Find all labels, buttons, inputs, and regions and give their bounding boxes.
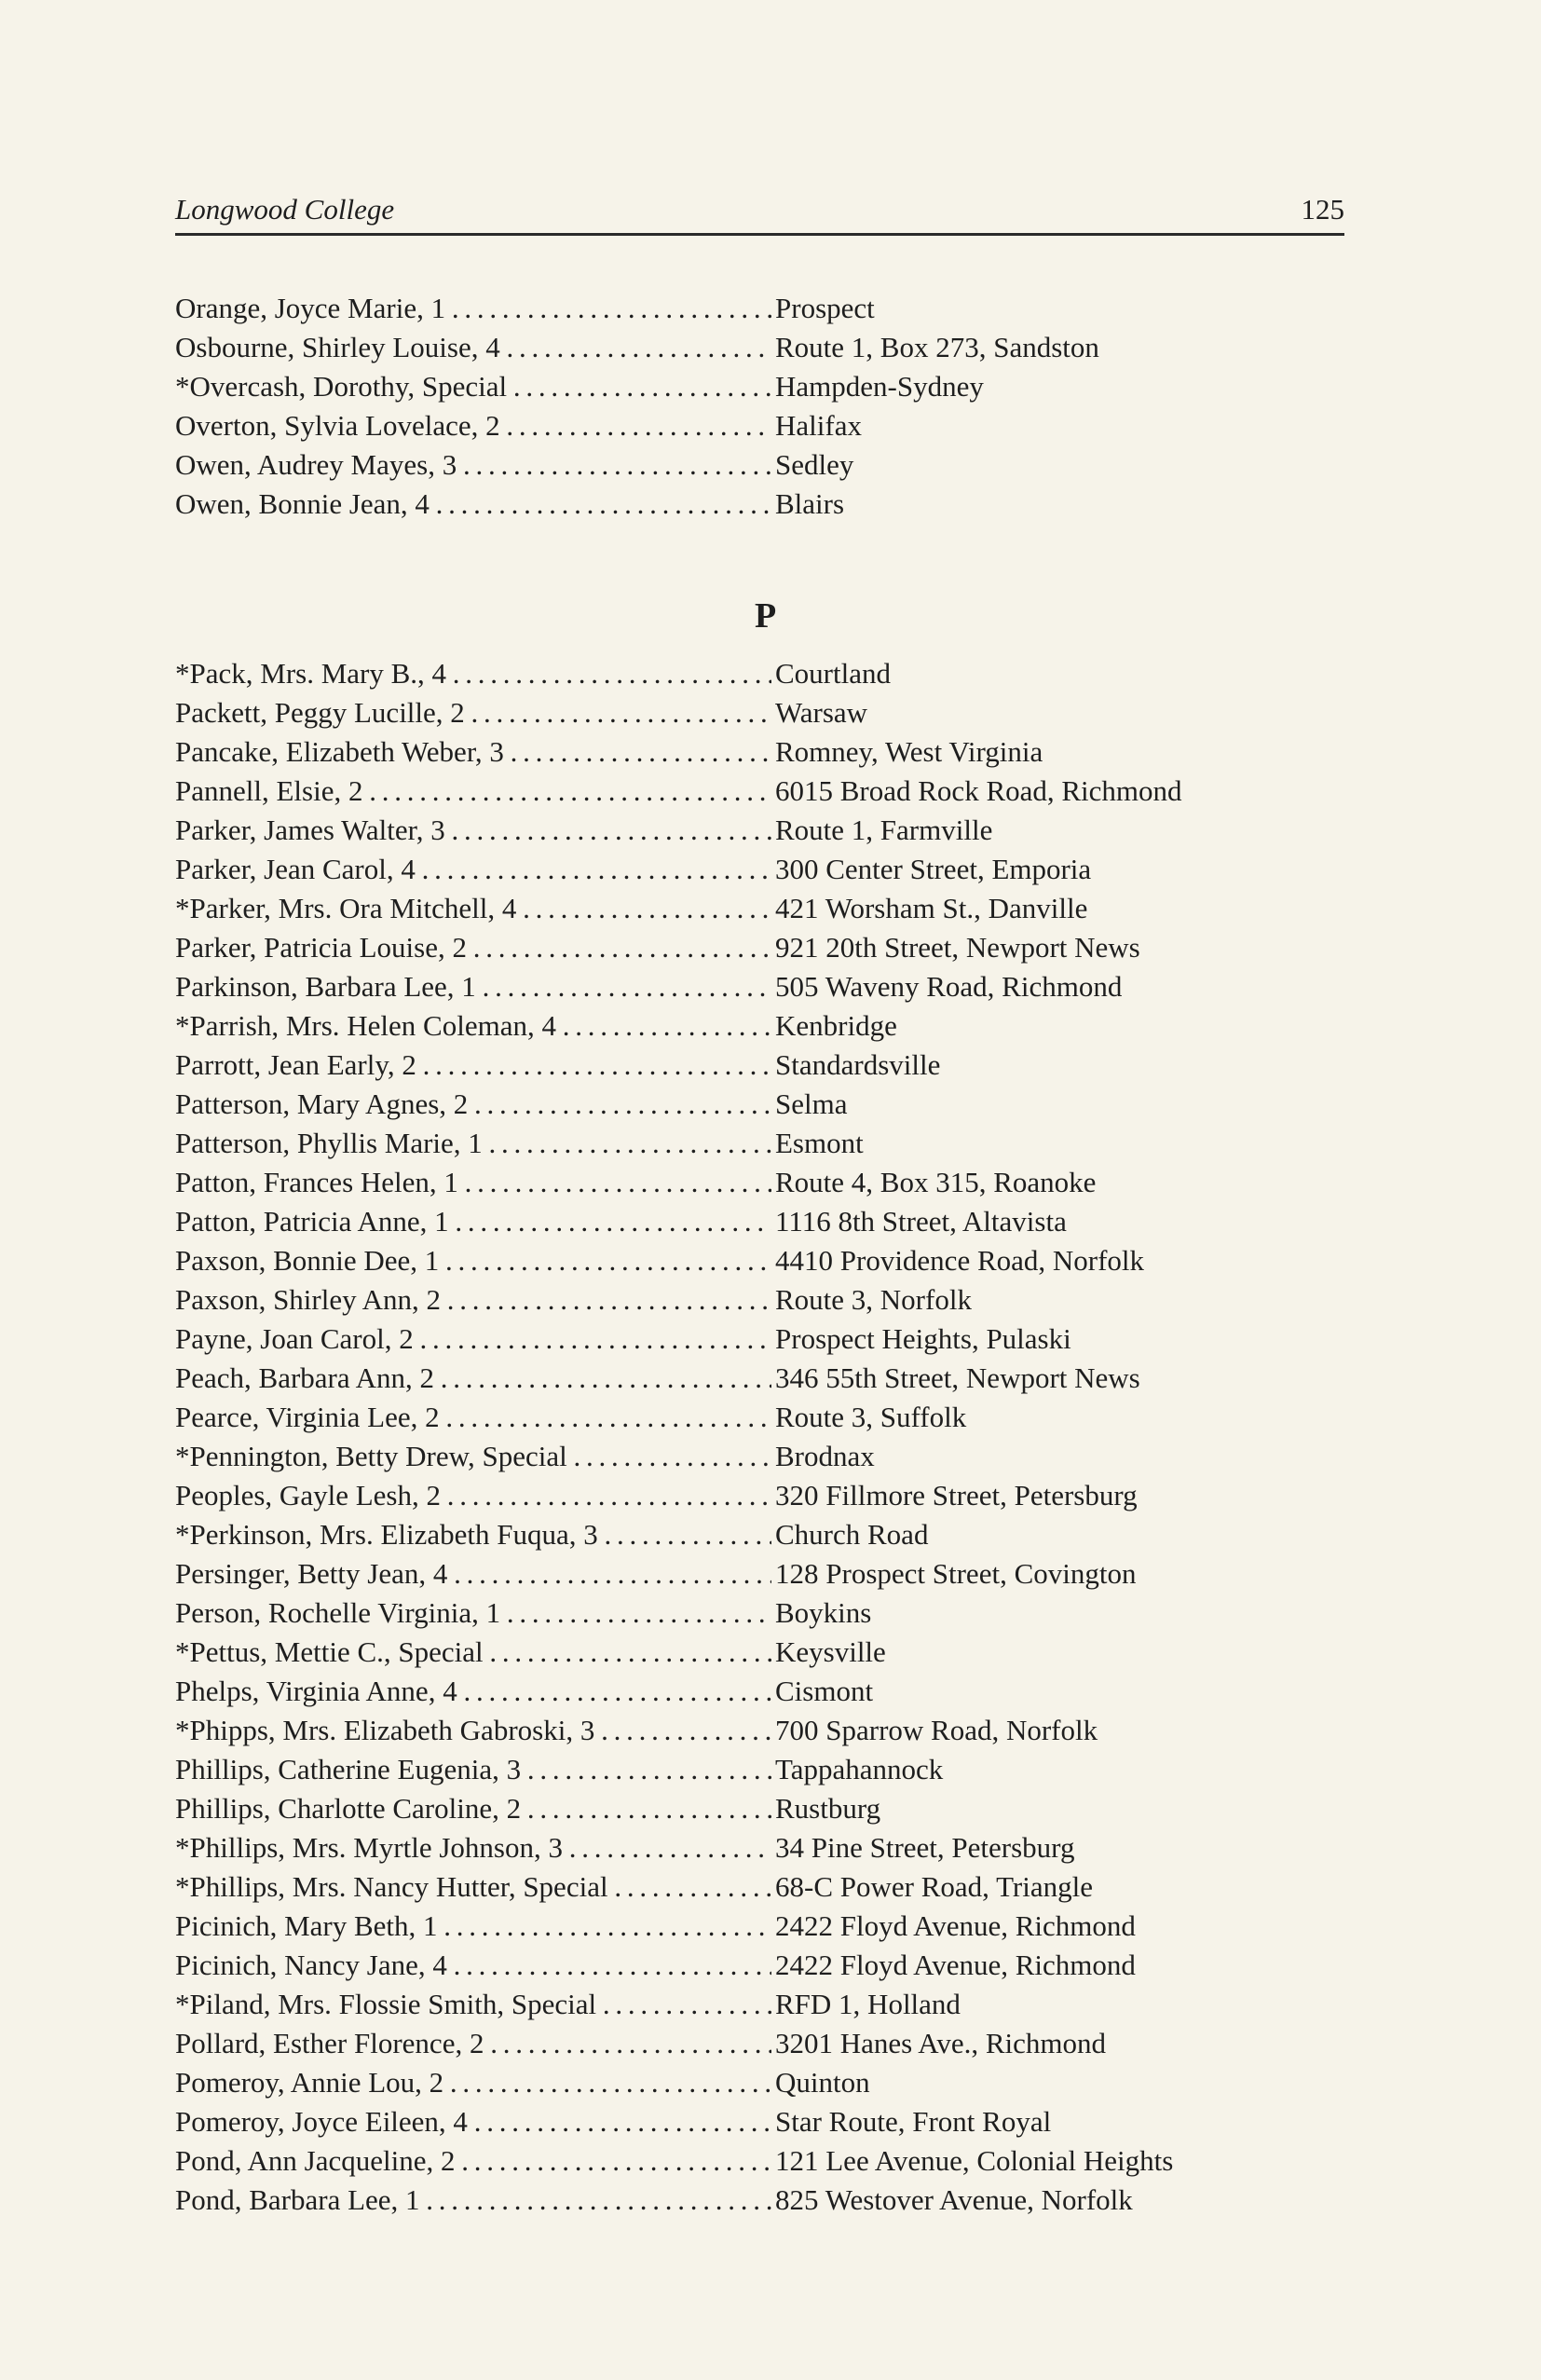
entry-address: Route 1, Farmville (775, 814, 993, 846)
directory-entry (175, 1359, 1386, 1398)
directory-entry (175, 1789, 1386, 1828)
directory-entry (175, 850, 1386, 889)
entry-address: 121 Lee Avenue, Colonial Heights (775, 2144, 1174, 2177)
directory-entry (175, 693, 1386, 732)
entry-name: Pomeroy, Joyce Eileen, 4 . . . (175, 2102, 771, 2141)
entry-name: *Pennington, Betty Drew, Special . . . (175, 1437, 771, 1476)
entry-name: Overton, Sylvia Lovelace, 2 . . . (175, 406, 771, 445)
directory-entry (175, 1672, 1386, 1711)
directory-entry (175, 1241, 1386, 1280)
entry-name: Peach, Barbara Ann, 2 . . . (175, 1359, 771, 1398)
entry-name: Payne, Joan Carol, 2 . . . (175, 1320, 771, 1359)
running-title: Longwood College (175, 193, 395, 226)
entry-address: Church Road (775, 1518, 929, 1551)
entry-name: Person, Rochelle Virginia, 1 . . . (175, 1594, 771, 1633)
entry-address: Star Route, Front Royal (775, 2105, 1052, 2138)
directory-entry (175, 1711, 1386, 1750)
entry-name: Phillips, Catherine Eugenia, 3 . . . (175, 1750, 771, 1789)
entry-address: Blairs (775, 487, 845, 520)
entry-name: *Phipps, Mrs. Elizabeth Gabroski, 3 . . . (175, 1711, 771, 1750)
entry-address: Boykins (775, 1596, 872, 1629)
directory-entry (175, 1163, 1386, 1202)
entry-address: 421 Worsham St., Danville (775, 892, 1088, 924)
entry-address: Route 3, Suffolk (775, 1401, 967, 1433)
directory-entry (175, 1515, 1386, 1554)
entry-address: Brodnax (775, 1440, 875, 1472)
entry-name: Picinich, Nancy Jane, 4 . . . (175, 1946, 771, 1985)
directory-entry (175, 1124, 1386, 1163)
directory-entry (175, 2024, 1386, 2063)
entry-address: Cismont (775, 1675, 874, 1707)
entry-name: Packett, Peggy Lucille, 2 . . . (175, 693, 771, 732)
entry-address: Tappahannock (775, 1753, 944, 1785)
entry-name: Pollard, Esther Florence, 2 . . . (175, 2024, 771, 2063)
entry-address: 68-C Power Road, Triangle (775, 1870, 1093, 1903)
directory-entry (175, 772, 1386, 811)
entry-name: Patterson, Mary Agnes, 2 . . . (175, 1085, 771, 1124)
entry-address: 6015 Broad Rock Road, Richmond (775, 774, 1182, 807)
directory-entry (175, 1280, 1386, 1320)
entry-address: 3201 Hanes Ave., Richmond (775, 2027, 1107, 2059)
directory-list-o (175, 289, 1386, 524)
entry-address: Rustburg (775, 1792, 881, 1825)
directory-entry (175, 485, 1386, 524)
entry-name: *Perkinson, Mrs. Elizabeth Fuqua, 3 . . . (175, 1515, 771, 1554)
entry-name: Parkinson, Barbara Lee, 1 . . . (175, 967, 771, 1006)
entry-name: *Overcash, Dorothy, Special . . . (175, 367, 771, 406)
directory-entry (175, 1437, 1386, 1476)
page-number: 125 (1301, 193, 1344, 226)
entry-address: Prospect Heights, Pulaski (775, 1322, 1071, 1355)
entry-address: 300 Center Street, Emporia (775, 853, 1092, 885)
entry-name: *Parrish, Mrs. Helen Coleman, 4 . . . (175, 1006, 771, 1046)
entry-address: Sedley (775, 448, 854, 481)
entry-name: Parker, James Walter, 3 . . . (175, 811, 771, 850)
directory-entry (175, 1320, 1386, 1359)
section-letter-p: P (755, 596, 777, 636)
entry-name: Pomeroy, Annie Lou, 2 . . . (175, 2063, 771, 2102)
entry-name: Owen, Bonnie Jean, 4 . . . (175, 485, 771, 524)
entry-name: *Parker, Mrs. Ora Mitchell, 4 . . . (175, 889, 771, 928)
directory-entry (175, 406, 1386, 445)
directory-entry (175, 928, 1386, 967)
entry-name: Pond, Barbara Lee, 1 . . . (175, 2181, 771, 2220)
entry-name: Pannell, Elsie, 2 . . . (175, 772, 771, 811)
entry-name: *Pack, Mrs. Mary B., 4 . . . (175, 654, 771, 693)
entry-name: *Phillips, Mrs. Myrtle Johnson, 3 . . . (175, 1828, 771, 1867)
directory-entry (175, 1907, 1386, 1946)
directory-entry (175, 967, 1386, 1006)
entry-name: Owen, Audrey Mayes, 3 . . . (175, 445, 771, 485)
entry-address: Standardsville (775, 1048, 941, 1081)
entry-name: *Phillips, Mrs. Nancy Hutter, Special . . . (175, 1867, 771, 1907)
entry-name: Persinger, Betty Jean, 4 . . . (175, 1554, 771, 1594)
entry-address: Hampden-Sydney (775, 370, 984, 403)
entry-address: 825 Westover Avenue, Norfolk (775, 2183, 1133, 2216)
directory-entry (175, 1554, 1386, 1594)
entry-address: Courtland (775, 657, 891, 690)
entry-address: 505 Waveny Road, Richmond (775, 970, 1123, 1003)
entry-name: Pearce, Virginia Lee, 2 . . . (175, 1398, 771, 1437)
entry-address: Route 3, Norfolk (775, 1283, 972, 1316)
entry-address: Kenbridge (775, 1009, 897, 1042)
entry-name: *Piland, Mrs. Flossie Smith, Special . . . (175, 1985, 771, 2024)
entry-address: Prospect (775, 292, 875, 324)
entry-address: 2422 Floyd Avenue, Richmond (775, 1909, 1136, 1942)
entry-address: 346 55th Street, Newport News (775, 1361, 1140, 1394)
directory-entry (175, 732, 1386, 772)
running-head (175, 191, 1344, 238)
directory-entry (175, 1946, 1386, 1985)
entry-address: Romney, West Virginia (775, 735, 1043, 768)
entry-address: Quinton (775, 2066, 870, 2099)
entry-name: Patton, Frances Helen, 1 . . . (175, 1163, 771, 1202)
entry-name: Parrott, Jean Early, 2 . . . (175, 1046, 771, 1085)
entry-name: Patton, Patricia Anne, 1 . . . (175, 1202, 771, 1241)
entry-name: Osbourne, Shirley Louise, 4 . . . (175, 328, 771, 367)
directory-entry (175, 1985, 1386, 2024)
entry-name: Picinich, Mary Beth, 1 . . . (175, 1907, 771, 1946)
entry-name: Patterson, Phyllis Marie, 1 . . . (175, 1124, 771, 1163)
entry-address: 4410 Providence Road, Norfolk (775, 1244, 1145, 1277)
directory-entry (175, 1828, 1386, 1867)
directory-entry (175, 1006, 1386, 1046)
entry-address: Halifax (775, 409, 862, 442)
entry-name: Orange, Joyce Marie, 1 . . . (175, 289, 771, 328)
entry-address: 1116 8th Street, Altavista (775, 1205, 1067, 1238)
directory-entry (175, 654, 1386, 693)
directory-entry (175, 2141, 1386, 2181)
directory-entry (175, 1046, 1386, 1085)
entry-address: 921 20th Street, Newport News (775, 931, 1140, 964)
directory-entry (175, 2102, 1386, 2141)
directory-entry (175, 2063, 1386, 2102)
entry-address: Route 1, Box 273, Sandston (775, 331, 1099, 363)
directory-entry (175, 811, 1386, 850)
entry-name: Phillips, Charlotte Caroline, 2 . . . (175, 1789, 771, 1828)
directory-entry (175, 1633, 1386, 1672)
entry-address: 320 Fillmore Street, Petersburg (775, 1479, 1138, 1511)
directory-entry (175, 1202, 1386, 1241)
directory-entry (175, 445, 1386, 485)
entry-name: Pond, Ann Jacqueline, 2 . . . (175, 2141, 771, 2181)
directory-list-p (175, 654, 1386, 2220)
entry-address: Esmont (775, 1127, 864, 1159)
entry-name: Peoples, Gayle Lesh, 2 . . . (175, 1476, 771, 1515)
entry-name: Parker, Jean Carol, 4 . . . (175, 850, 771, 889)
directory-entry (175, 289, 1386, 328)
directory-entry (175, 367, 1386, 406)
entry-address: Keysville (775, 1635, 886, 1668)
entry-address: 700 Sparrow Road, Norfolk (775, 1714, 1098, 1746)
directory-entry (175, 1867, 1386, 1907)
entry-name: Phelps, Virginia Anne, 4 . . . (175, 1672, 771, 1711)
entry-name: Paxson, Shirley Ann, 2 . . . (175, 1280, 771, 1320)
directory-entry (175, 1594, 1386, 1633)
entry-name: Paxson, Bonnie Dee, 1 . . . (175, 1241, 771, 1280)
directory-entry (175, 1398, 1386, 1437)
entry-name: Parker, Patricia Louise, 2 . . . (175, 928, 771, 967)
directory-entry (175, 1750, 1386, 1789)
directory-entry (175, 328, 1386, 367)
entry-address: Route 4, Box 315, Roanoke (775, 1166, 1097, 1198)
entry-name: Pancake, Elizabeth Weber, 3 . . . (175, 732, 771, 772)
header-rule (175, 233, 1344, 236)
entry-address: 2422 Floyd Avenue, Richmond (775, 1949, 1136, 1981)
entry-address: 128 Prospect Street, Covington (775, 1557, 1137, 1590)
entry-address: 34 Pine Street, Petersburg (775, 1831, 1075, 1864)
entry-address: RFD 1, Holland (775, 1988, 961, 2020)
entry-address: Selma (775, 1087, 848, 1120)
directory-entry (175, 2181, 1386, 2220)
directory-entry (175, 1476, 1386, 1515)
directory-entry (175, 889, 1386, 928)
directory-entry (175, 1085, 1386, 1124)
entry-name: *Pettus, Mettie C., Special . . . (175, 1633, 771, 1672)
entry-address: Warsaw (775, 696, 868, 729)
